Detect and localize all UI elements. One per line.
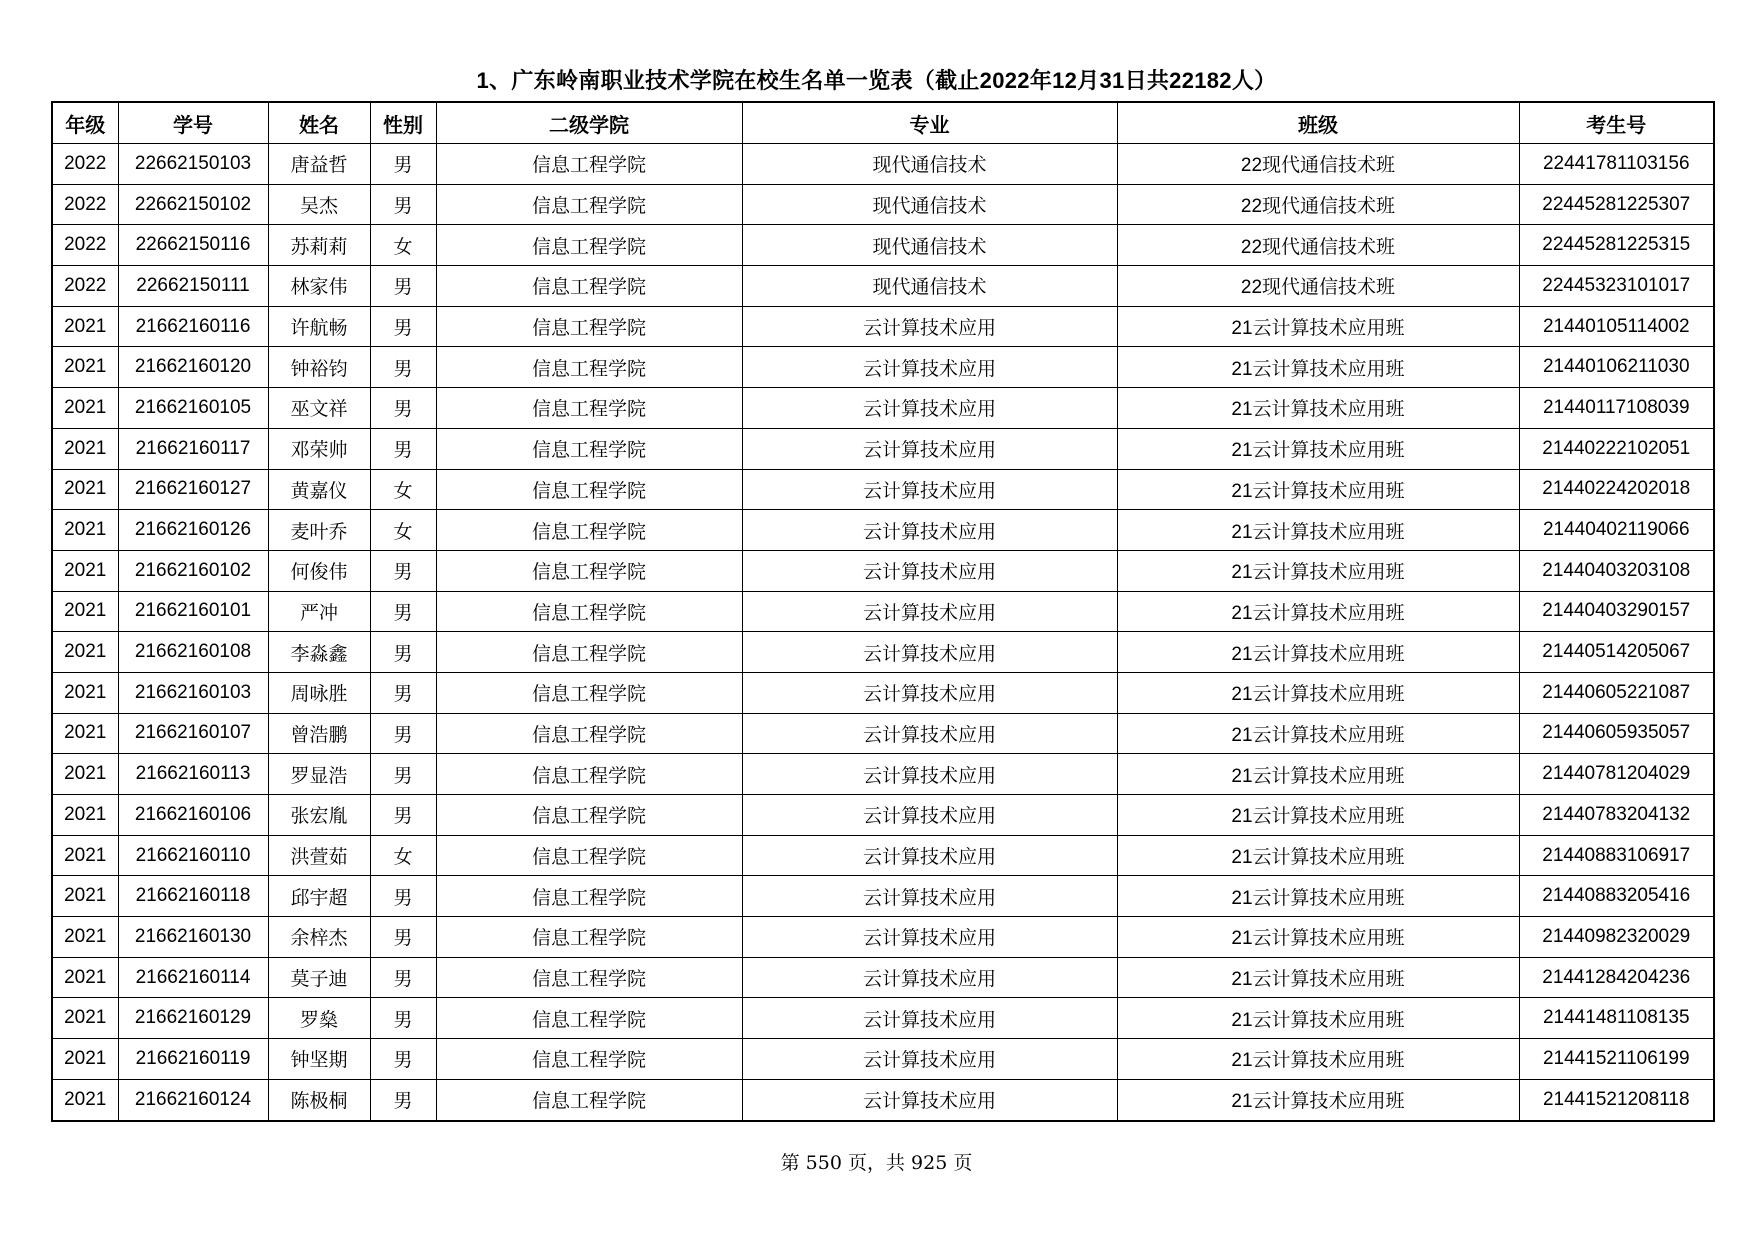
cell-class: 21云计算技术应用班 (1117, 428, 1519, 469)
cell-exam-id: 21441521106199 (1519, 1039, 1714, 1080)
cell-name: 钟裕钧 (268, 347, 370, 388)
cell-grade: 2021 (52, 428, 118, 469)
table-row (52, 754, 1714, 795)
table-row (52, 632, 1714, 673)
cell-name: 罗燊 (268, 998, 370, 1039)
cell-name: 余梓杰 (268, 917, 370, 958)
cell-gender: 男 (370, 428, 436, 469)
cell-major: 现代通信技术 (742, 266, 1117, 307)
page-footer: 第 550 页，共 925 页 (780, 1152, 973, 1174)
cell-class: 22现代通信技术班 (1117, 225, 1519, 266)
table-row (52, 713, 1714, 754)
table-row (52, 591, 1714, 632)
cell-college: 信息工程学院 (436, 306, 742, 347)
cell-major: 云计算技术应用 (742, 388, 1117, 429)
cell-grade: 2021 (52, 510, 118, 551)
cell-major: 云计算技术应用 (742, 428, 1117, 469)
cell-exam-id: 21440783204132 (1519, 795, 1714, 836)
cell-college: 信息工程学院 (436, 1079, 742, 1120)
cell-grade: 2021 (52, 795, 118, 836)
cell-class: 21云计算技术应用班 (1117, 672, 1519, 713)
cell-major: 现代通信技术 (742, 225, 1117, 266)
cell-major: 现代通信技术 (742, 144, 1117, 185)
cell-student-id: 21662160103 (118, 672, 268, 713)
cell-student-id: 21662160116 (118, 306, 268, 347)
cell-grade: 2021 (52, 957, 118, 998)
cell-gender: 男 (370, 347, 436, 388)
cell-grade: 2022 (52, 184, 118, 225)
cell-name: 莫子迪 (268, 957, 370, 998)
cell-exam-id: 21440982320029 (1519, 917, 1714, 958)
cell-exam-id: 21440883205416 (1519, 876, 1714, 917)
cell-gender: 男 (370, 795, 436, 836)
cell-gender: 男 (370, 672, 436, 713)
cell-college: 信息工程学院 (436, 917, 742, 958)
cell-student-id: 21662160119 (118, 1039, 268, 1080)
cell-gender: 女 (370, 225, 436, 266)
cell-class: 21云计算技术应用班 (1117, 835, 1519, 876)
cell-gender: 男 (370, 591, 436, 632)
table-row (52, 550, 1714, 591)
cell-gender: 男 (370, 632, 436, 673)
header-major: 专业 (742, 102, 1117, 144)
cell-grade: 2021 (52, 347, 118, 388)
table-header-row (52, 102, 1714, 144)
cell-college: 信息工程学院 (436, 1039, 742, 1080)
cell-gender: 男 (370, 1039, 436, 1080)
cell-student-id: 22662150102 (118, 184, 268, 225)
cell-name: 洪萱茹 (268, 835, 370, 876)
cell-major: 云计算技术应用 (742, 672, 1117, 713)
table-row (52, 266, 1714, 307)
cell-exam-id: 21440105114002 (1519, 306, 1714, 347)
cell-college: 信息工程学院 (436, 754, 742, 795)
cell-class: 21云计算技术应用班 (1117, 795, 1519, 836)
cell-student-id: 21662160127 (118, 469, 268, 510)
cell-class: 21云计算技术应用班 (1117, 550, 1519, 591)
cell-grade: 2022 (52, 144, 118, 185)
cell-student-id: 22662150111 (118, 266, 268, 307)
cell-college: 信息工程学院 (436, 266, 742, 307)
cell-class: 22现代通信技术班 (1117, 184, 1519, 225)
cell-student-id: 21662160113 (118, 754, 268, 795)
cell-name: 严冲 (268, 591, 370, 632)
cell-major: 云计算技术应用 (742, 469, 1117, 510)
header-class: 班级 (1117, 102, 1519, 144)
cell-class: 21云计算技术应用班 (1117, 632, 1519, 673)
cell-college: 信息工程学院 (436, 672, 742, 713)
cell-gender: 男 (370, 266, 436, 307)
cell-name: 麦叶乔 (268, 510, 370, 551)
cell-college: 信息工程学院 (436, 510, 742, 551)
cell-exam-id: 21440403290157 (1519, 591, 1714, 632)
table-row (52, 876, 1714, 917)
table-row (52, 1079, 1714, 1120)
cell-class: 21云计算技术应用班 (1117, 388, 1519, 429)
table-row (52, 306, 1714, 347)
cell-name: 邱宇超 (268, 876, 370, 917)
cell-name: 许航畅 (268, 306, 370, 347)
table-row (52, 795, 1714, 836)
cell-class: 21云计算技术应用班 (1117, 754, 1519, 795)
table-row (52, 144, 1714, 185)
cell-college: 信息工程学院 (436, 632, 742, 673)
cell-grade: 2021 (52, 591, 118, 632)
table-row (52, 510, 1714, 551)
cell-class: 21云计算技术应用班 (1117, 347, 1519, 388)
cell-college: 信息工程学院 (436, 184, 742, 225)
header-grade: 年级 (52, 102, 118, 144)
cell-gender: 男 (370, 306, 436, 347)
cell-student-id: 21662160108 (118, 632, 268, 673)
table-row (52, 917, 1714, 958)
cell-class: 21云计算技术应用班 (1117, 469, 1519, 510)
cell-college: 信息工程学院 (436, 225, 742, 266)
cell-gender: 男 (370, 998, 436, 1039)
table-row (52, 672, 1714, 713)
cell-grade: 2021 (52, 998, 118, 1039)
cell-gender: 女 (370, 510, 436, 551)
cell-class: 21云计算技术应用班 (1117, 998, 1519, 1039)
cell-major: 云计算技术应用 (742, 917, 1117, 958)
cell-name: 苏莉莉 (268, 225, 370, 266)
header-name: 姓名 (268, 102, 370, 144)
cell-class: 21云计算技术应用班 (1117, 1079, 1519, 1120)
cell-college: 信息工程学院 (436, 347, 742, 388)
cell-major: 云计算技术应用 (742, 591, 1117, 632)
cell-student-id: 21662160101 (118, 591, 268, 632)
cell-student-id: 21662160114 (118, 957, 268, 998)
cell-student-id: 21662160105 (118, 388, 268, 429)
cell-student-id: 22662150103 (118, 144, 268, 185)
cell-student-id: 21662160117 (118, 428, 268, 469)
cell-major: 云计算技术应用 (742, 1079, 1117, 1120)
cell-student-id: 21662160129 (118, 998, 268, 1039)
page-title: 1、广东岭南职业技术学院在校生名单一览表（截止2022年12月31日共22182人） (476, 68, 1277, 93)
cell-major: 云计算技术应用 (742, 347, 1117, 388)
header-gender: 性别 (370, 102, 436, 144)
cell-college: 信息工程学院 (436, 591, 742, 632)
cell-college: 信息工程学院 (436, 428, 742, 469)
header-college: 二级学院 (436, 102, 742, 144)
cell-gender: 男 (370, 1079, 436, 1120)
cell-college: 信息工程学院 (436, 795, 742, 836)
cell-major: 云计算技术应用 (742, 876, 1117, 917)
cell-class: 21云计算技术应用班 (1117, 591, 1519, 632)
cell-name: 曾浩鹏 (268, 713, 370, 754)
table-row (52, 1039, 1714, 1080)
cell-student-id: 21662160118 (118, 876, 268, 917)
cell-name: 何俊伟 (268, 550, 370, 591)
cell-grade: 2021 (52, 550, 118, 591)
cell-major: 云计算技术应用 (742, 510, 1117, 551)
cell-name: 吴杰 (268, 184, 370, 225)
cell-class: 21云计算技术应用班 (1117, 1039, 1519, 1080)
cell-name: 邓荣帅 (268, 428, 370, 469)
cell-exam-id: 21440224202018 (1519, 469, 1714, 510)
student-roster-table (51, 101, 1715, 1122)
cell-college: 信息工程学院 (436, 998, 742, 1039)
cell-grade: 2021 (52, 876, 118, 917)
cell-major: 云计算技术应用 (742, 632, 1117, 673)
cell-exam-id: 21441481108135 (1519, 998, 1714, 1039)
cell-name: 陈极桐 (268, 1079, 370, 1120)
cell-gender: 女 (370, 469, 436, 510)
cell-college: 信息工程学院 (436, 469, 742, 510)
cell-exam-id: 21440222102051 (1519, 428, 1714, 469)
cell-student-id: 22662150116 (118, 225, 268, 266)
cell-class: 22现代通信技术班 (1117, 266, 1519, 307)
cell-college: 信息工程学院 (436, 550, 742, 591)
cell-college: 信息工程学院 (436, 713, 742, 754)
cell-gender: 男 (370, 144, 436, 185)
cell-student-id: 21662160110 (118, 835, 268, 876)
cell-class: 21云计算技术应用班 (1117, 957, 1519, 998)
cell-gender: 男 (370, 713, 436, 754)
cell-class: 21云计算技术应用班 (1117, 510, 1519, 551)
cell-major: 现代通信技术 (742, 184, 1117, 225)
cell-student-id: 21662160120 (118, 347, 268, 388)
cell-class: 21云计算技术应用班 (1117, 306, 1519, 347)
header-exam-id: 考生号 (1519, 102, 1714, 144)
cell-gender: 男 (370, 184, 436, 225)
table-row (52, 347, 1714, 388)
cell-grade: 2021 (52, 306, 118, 347)
table-row (52, 388, 1714, 429)
cell-grade: 2021 (52, 1079, 118, 1120)
cell-grade: 2021 (52, 672, 118, 713)
cell-class: 21云计算技术应用班 (1117, 713, 1519, 754)
cell-exam-id: 21440402119066 (1519, 510, 1714, 551)
cell-gender: 女 (370, 835, 436, 876)
cell-major: 云计算技术应用 (742, 713, 1117, 754)
cell-class: 21云计算技术应用班 (1117, 876, 1519, 917)
cell-grade: 2021 (52, 835, 118, 876)
cell-exam-id: 21440403203108 (1519, 550, 1714, 591)
cell-exam-id: 21441521208118 (1519, 1079, 1714, 1120)
cell-major: 云计算技术应用 (742, 998, 1117, 1039)
cell-class: 22现代通信技术班 (1117, 144, 1519, 185)
cell-major: 云计算技术应用 (742, 835, 1117, 876)
table-body (52, 144, 1714, 1121)
cell-name: 张宏胤 (268, 795, 370, 836)
cell-gender: 男 (370, 388, 436, 429)
cell-major: 云计算技术应用 (742, 754, 1117, 795)
cell-student-id: 21662160130 (118, 917, 268, 958)
cell-exam-id: 21440883106917 (1519, 835, 1714, 876)
cell-exam-id: 22445281225315 (1519, 225, 1714, 266)
cell-name: 李淼鑫 (268, 632, 370, 673)
cell-major: 云计算技术应用 (742, 957, 1117, 998)
cell-college: 信息工程学院 (436, 388, 742, 429)
cell-exam-id: 22445323101017 (1519, 266, 1714, 307)
table-row (52, 469, 1714, 510)
table-row (52, 957, 1714, 998)
cell-grade: 2021 (52, 713, 118, 754)
cell-name: 钟坚期 (268, 1039, 370, 1080)
table-row (52, 428, 1714, 469)
cell-name: 唐益哲 (268, 144, 370, 185)
cell-major: 云计算技术应用 (742, 795, 1117, 836)
cell-gender: 男 (370, 876, 436, 917)
cell-gender: 男 (370, 754, 436, 795)
cell-college: 信息工程学院 (436, 957, 742, 998)
cell-grade: 2021 (52, 388, 118, 429)
cell-student-id: 21662160107 (118, 713, 268, 754)
cell-exam-id: 21440117108039 (1519, 388, 1714, 429)
cell-exam-id: 21440781204029 (1519, 754, 1714, 795)
cell-grade: 2021 (52, 1039, 118, 1080)
header-student-id: 学号 (118, 102, 268, 144)
cell-major: 云计算技术应用 (742, 550, 1117, 591)
cell-grade: 2021 (52, 632, 118, 673)
cell-exam-id: 22441781103156 (1519, 144, 1714, 185)
cell-major: 云计算技术应用 (742, 1039, 1117, 1080)
cell-class: 21云计算技术应用班 (1117, 917, 1519, 958)
cell-college: 信息工程学院 (436, 144, 742, 185)
cell-student-id: 21662160126 (118, 510, 268, 551)
cell-exam-id: 21440605221087 (1519, 672, 1714, 713)
table-row (52, 998, 1714, 1039)
cell-grade: 2022 (52, 266, 118, 307)
cell-student-id: 21662160124 (118, 1079, 268, 1120)
cell-student-id: 21662160102 (118, 550, 268, 591)
cell-exam-id: 21440106211030 (1519, 347, 1714, 388)
cell-exam-id: 21440514205067 (1519, 632, 1714, 673)
cell-grade: 2021 (52, 754, 118, 795)
cell-exam-id: 22445281225307 (1519, 184, 1714, 225)
cell-name: 罗显浩 (268, 754, 370, 795)
cell-grade: 2022 (52, 225, 118, 266)
cell-college: 信息工程学院 (436, 876, 742, 917)
cell-college: 信息工程学院 (436, 835, 742, 876)
cell-name: 林家伟 (268, 266, 370, 307)
cell-name: 黄嘉仪 (268, 469, 370, 510)
cell-gender: 男 (370, 957, 436, 998)
cell-name: 周咏胜 (268, 672, 370, 713)
cell-exam-id: 21441284204236 (1519, 957, 1714, 998)
table-row (52, 835, 1714, 876)
cell-gender: 男 (370, 550, 436, 591)
cell-grade: 2021 (52, 469, 118, 510)
cell-gender: 男 (370, 917, 436, 958)
cell-grade: 2021 (52, 917, 118, 958)
cell-name: 巫文祥 (268, 388, 370, 429)
cell-major: 云计算技术应用 (742, 306, 1117, 347)
table-row (52, 184, 1714, 225)
cell-student-id: 21662160106 (118, 795, 268, 836)
table-row (52, 225, 1714, 266)
cell-exam-id: 21440605935057 (1519, 713, 1714, 754)
